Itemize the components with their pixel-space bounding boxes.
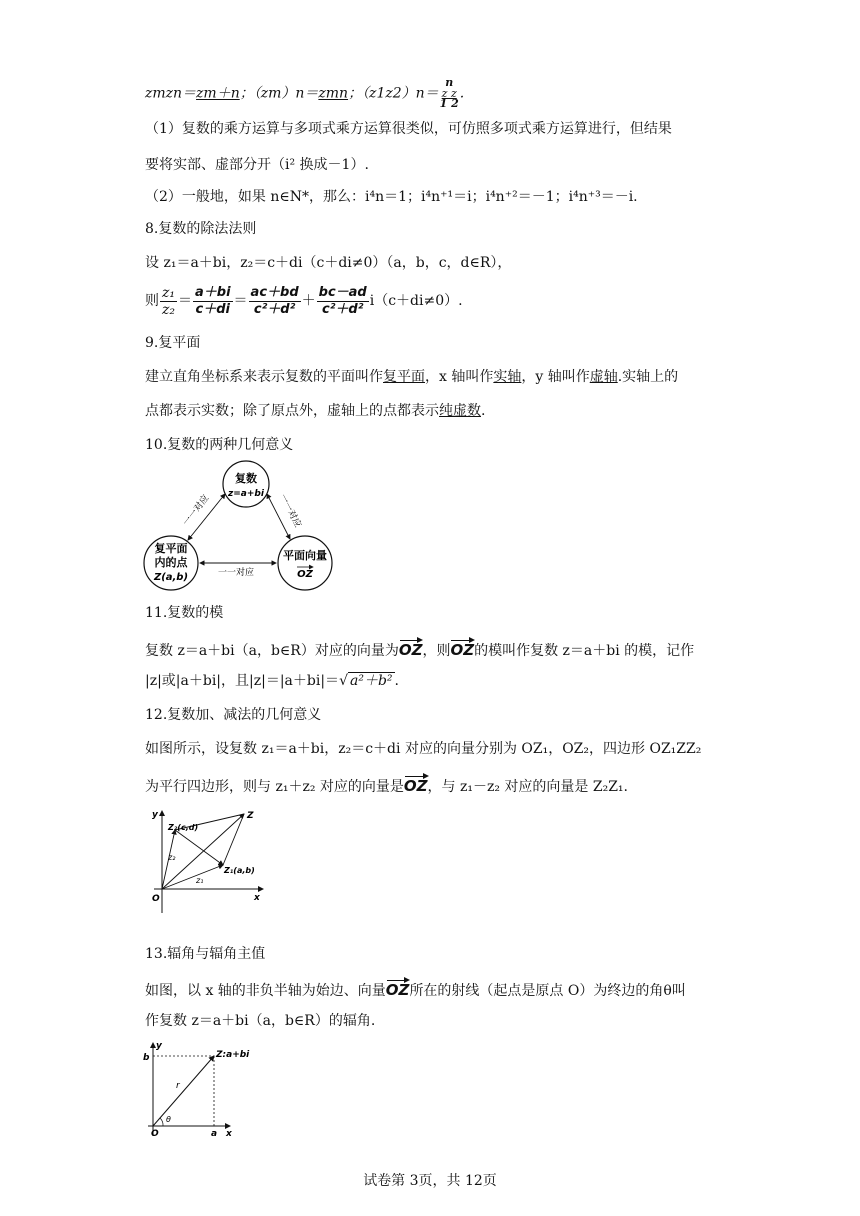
argument-diagram (140, 1040, 260, 1140)
node-vector-l2: OZ (297, 569, 313, 580)
vec-oz1 (162, 865, 223, 889)
theta-arc (160, 1118, 163, 1126)
paragraph-13 (145, 978, 686, 1000)
text-seg: z z (441, 87, 457, 100)
text-seg: ，则 (422, 643, 451, 659)
paragraph-12-cont (145, 774, 628, 796)
label-o: O (151, 1129, 159, 1139)
text-seg: 1 2 (439, 97, 459, 110)
text-seg: bc－ad (318, 284, 367, 300)
label-o: O (152, 894, 160, 904)
text-seg: ；（z1z2）n＝ (348, 85, 439, 102)
heading-13: 13.辐角与辐角主值 (145, 946, 266, 962)
side-z1z (223, 814, 244, 865)
text-seg: zmzn＝ (145, 85, 197, 102)
node-vector-l1: 平面向量 (283, 549, 327, 562)
text-seg: 纯虚数 (439, 403, 481, 419)
note-2: （2）一般地，如果 n∈N*，那么：i⁴n＝1；i⁴n⁺¹＝i；i⁴n⁺²＝－1；i⁴n⁺³＝－i. (145, 189, 638, 205)
label-x: x (226, 1129, 232, 1139)
text-seg: 所在的射线（起点是原点 O）为终边的角θ叫 (409, 983, 686, 999)
vec-z2z1 (175, 830, 223, 865)
paragraph-12: 如图所示，设复数 z₁＝a＋bi，z₂＝c＋di 对应的向量分别为 OZ₁，OZ₂，四边形 OZ₁ZZ₂ (145, 741, 702, 757)
text-seg: n (445, 76, 454, 89)
text-seg: a＋bi (195, 284, 231, 300)
label-z: Z:a+bi (216, 1050, 250, 1060)
label-a: a (211, 1129, 218, 1139)
text-seg: i（c＋di≠0）. (369, 293, 463, 309)
vector-oz: OZ (386, 978, 410, 999)
label-y: y (152, 810, 158, 820)
node-vector (278, 536, 332, 590)
text-seg: z₁ (162, 284, 175, 301)
note-1-cont: 要将实部、虚部分开（i² 换成－1）. (145, 157, 369, 173)
paragraph-9 (145, 368, 678, 386)
text-seg: 如图，以 x 轴的非负半轴为始边、向量 (145, 983, 386, 999)
label-z1: z₁ (196, 876, 204, 885)
text-seg: 点都表示实数；除了原点外，虚轴上的点都表示 (145, 403, 439, 419)
text-seg: c²＋d² (253, 301, 296, 317)
edge-right-label: 一一对应 (277, 492, 303, 530)
paragraph-13-cont: 作复数 z＝a＋bi（a，b∈R）的辐角. (145, 1013, 376, 1029)
label-z2: z₂ (168, 853, 176, 862)
node-complex-l1: 复数 (235, 472, 257, 485)
label-r: r (176, 1081, 180, 1091)
sqrt: √ a²＋b² (339, 673, 393, 689)
label-b: b (143, 1053, 150, 1063)
edge-left-label: 一一对应 (181, 493, 212, 529)
text-seg: c＋di (195, 301, 230, 317)
text-seg: .实轴上的 (617, 369, 679, 385)
node-point-l2: 内的点 (154, 556, 188, 569)
text-seg: z₂ (162, 301, 175, 318)
fraction (317, 285, 369, 318)
text-seg: . (481, 403, 486, 419)
text-seg: ，y 轴叫作 (521, 369, 590, 385)
label-z1-point: Z₁(a,b) (224, 866, 255, 875)
text-seg: ；（zm）n＝ (239, 85, 319, 102)
text-seg: |z|或|a＋bi|，且|z|＝|a＋bi|＝ (145, 673, 340, 689)
vector-oz: OZ (404, 774, 428, 795)
text-seg: 为平行四边形，则与 z₁＋z₂ 对应的向量是 (145, 779, 404, 795)
text-seg: 则 (145, 293, 159, 309)
fraction (193, 285, 233, 318)
power-rules-line: zmzn＝zm＋n；（zm）n＝zmn；（z1z2）n＝ n z z 1 2 . (145, 76, 465, 110)
vector-oz: OZ (450, 638, 474, 659)
text-seg: . (394, 673, 399, 689)
text-seg: a²＋b² (349, 673, 393, 689)
paragraph-9-cont (145, 402, 485, 420)
label-theta: θ (166, 1115, 171, 1124)
division-formula: 则 $\frac{\text{z₁}}{\text{z₂}}$ ＝ $\frac{a+bi}{c+di}$ ＝ $\frac{ac+bd}{\text{c²＋d²}}$ ＋ $\frac{bc-ad}{\text{c²＋d²}}$ i（c＋di≠0）. (145, 284, 463, 318)
division-setup: 设 z₁＝a＋bi，z₂＝c＋di（c＋di≠0）（a，b，c，d∈R）， (145, 255, 512, 271)
text-seg: zmn (318, 85, 349, 102)
heading-9: 9.复平面 (145, 335, 201, 351)
text-seg: c²＋d² (321, 301, 364, 317)
vector-oz (153, 1056, 214, 1126)
paragraph-11 (145, 638, 694, 660)
heading-8: 8.复数的除法法则 (145, 221, 257, 237)
fraction (249, 285, 301, 318)
note-1: （1）复数的乘方运算与多项式乘方运算很类似，可仿照多项式乘方运算进行，但结果 (145, 121, 672, 137)
node-point-l3: Z(a,b) (153, 572, 189, 583)
parallelogram-diagram (148, 805, 268, 920)
node-complex-l2: z=a+bi (228, 489, 264, 499)
heading-10: 10.复数的两种几何意义 (145, 437, 294, 453)
text-seg: 实轴 (493, 369, 522, 385)
node-point-l1: 复平面 (154, 542, 188, 555)
text-seg: 复数 z＝a＋bi（a，b∈R）对应的向量为 (145, 643, 399, 659)
edge-bottom-label: 一一对应 (217, 568, 255, 578)
heading-11: 11.复数的模 (145, 605, 224, 621)
label-z: Z (247, 811, 254, 821)
label-x: x (254, 893, 260, 903)
text-seg: ，x 轴叫作 (425, 369, 494, 385)
text-seg: 虚轴 (589, 369, 618, 385)
zn-stack (440, 78, 459, 109)
paragraph-11-cont (145, 672, 399, 690)
text-seg: 建立直角坐标系来表示复数的平面叫作 (145, 369, 383, 385)
geometric-meaning-diagram (140, 460, 340, 595)
vector-oz: OZ (399, 638, 423, 659)
text-seg: ac＋bd (250, 284, 299, 300)
page-footer: 试卷第 3页，共 12页 (363, 1173, 497, 1189)
text-seg: ，与 z₁－z₂ 对应的向量是 Z₂Z₁. (427, 779, 628, 795)
fraction (160, 285, 177, 318)
label-y: y (156, 1041, 162, 1051)
text-seg: zm＋n (196, 85, 240, 102)
label-z2-point: Z₂(c,d) (168, 823, 199, 832)
text-seg: 复平面 (383, 369, 425, 385)
text-seg: 的模叫作复数 z＝a＋bi 的模，记作 (474, 643, 695, 659)
heading-12: 12.复数加、减法的几何意义 (145, 707, 322, 723)
